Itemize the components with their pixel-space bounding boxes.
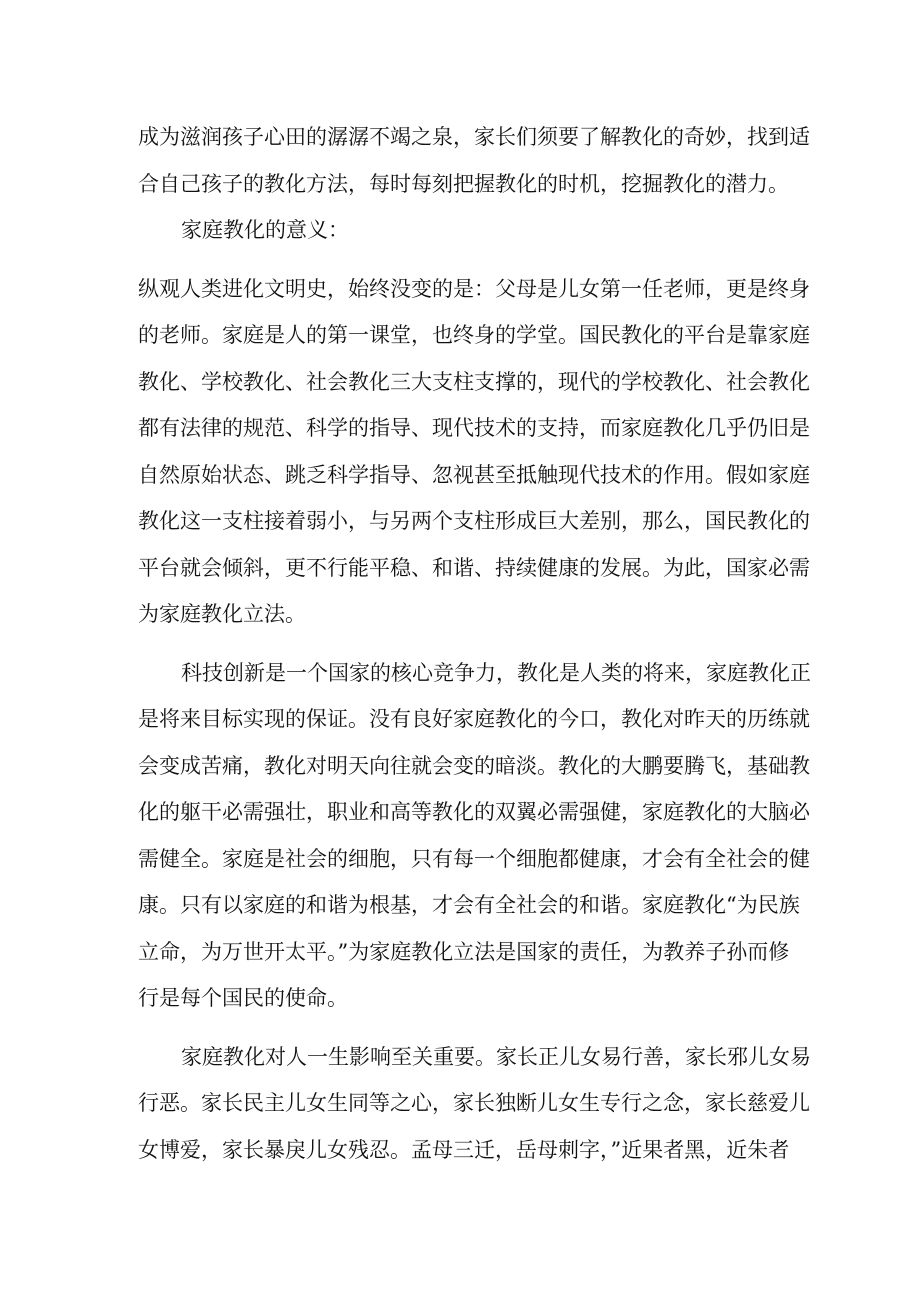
text-line: 成为滋润孩子心田的潺潺不竭之泉，家长们须要了解教化的奇妙，找到适 bbox=[138, 125, 810, 149]
text-line: 化的躯干必需强壮，职业和高等教化的双翼必需强健，家庭教化的大脑必 bbox=[138, 800, 810, 824]
text-line: 会变成苦痛，教化对明天向往就会变的暗淡。教化的大鹏要腾飞，基础教 bbox=[138, 753, 810, 778]
section-heading bbox=[138, 207, 783, 254]
text-line: 是将来目标实现的保证。没有良好家庭教化的今口，教化对昨天的历练就 bbox=[138, 707, 810, 731]
paragraph bbox=[138, 114, 810, 207]
text-line: 纵观人类进化文明史，始终没变的是：父母是儿女第一任老师，更是终身 bbox=[138, 276, 810, 301]
text-line: 自然原始状态、跳乏科学指导、忽视甚至抵触现代技术的作用。假如家庭 bbox=[138, 462, 810, 487]
text-line: 家庭教化的意义： bbox=[181, 218, 349, 242]
text-line: 平台就会倾斜，更不行能平稳、和谐、持续健康的发展。为此，国家必需 bbox=[138, 555, 810, 580]
text-line: 的老师。家庭是人的第一课堂，也终身的学堂。国民教化的平台是靠家庭 bbox=[138, 323, 810, 347]
text-line: 教化这一支柱接着弱小，与另两个支柱形成巨大差别，那么，国民教化的 bbox=[138, 509, 810, 533]
text-line: 都有法律的规范、科学的指导、现代技术的支持，而家庭教化几乎仍旧是 bbox=[138, 416, 810, 440]
text-line: 家庭教化对人一生影响至关重要。家长正儿女易行善，家长邪儿女易 bbox=[181, 1044, 811, 1069]
paragraph-spacer bbox=[138, 1022, 783, 1034]
text-line: 合自己孩子的教化方法，每时每刻把握教化的时机，挖掘教化的潜力。 bbox=[138, 171, 789, 196]
paragraph bbox=[138, 266, 810, 638]
text-line: 女博爱，家长暴戾儿女残忍。孟母三迁，岳母刺字，”近果者黑，近朱者 bbox=[138, 1137, 790, 1162]
text-line: 需健全。家庭是社会的细胞，只有每一个细胞都健康，才会有全社会的健 bbox=[138, 846, 810, 871]
text-line: 科技创新是一个国家的核心竞争力，教化是人类的将来，家庭教化正 bbox=[181, 660, 811, 685]
text-line: 教化、学校教化、社会教化三大支柱支撑的，现代的学校教化、社会教化 bbox=[138, 369, 810, 394]
paragraph-spacer bbox=[138, 254, 783, 266]
text-line: 康。只有以家庭的和谐为根基，才会有全社会的和谐。家庭教化“为民族 bbox=[138, 893, 800, 917]
paragraph bbox=[138, 1034, 811, 1174]
paragraph bbox=[138, 650, 811, 1022]
paragraph-spacer bbox=[138, 638, 783, 650]
text-line: 行恶。家长民主儿女生同等之心，家长独断儿女生专行之念，家长慈爱儿 bbox=[138, 1091, 810, 1115]
text-line: 为家庭教化立法。 bbox=[138, 602, 306, 626]
text-line: 立命，为万世开太平。”为家庭教化立法是国家的责任，为教养子孙而修 bbox=[138, 939, 790, 964]
document-body bbox=[138, 114, 811, 1173]
text-line: 行是每个国民的使命。 bbox=[138, 986, 348, 1010]
